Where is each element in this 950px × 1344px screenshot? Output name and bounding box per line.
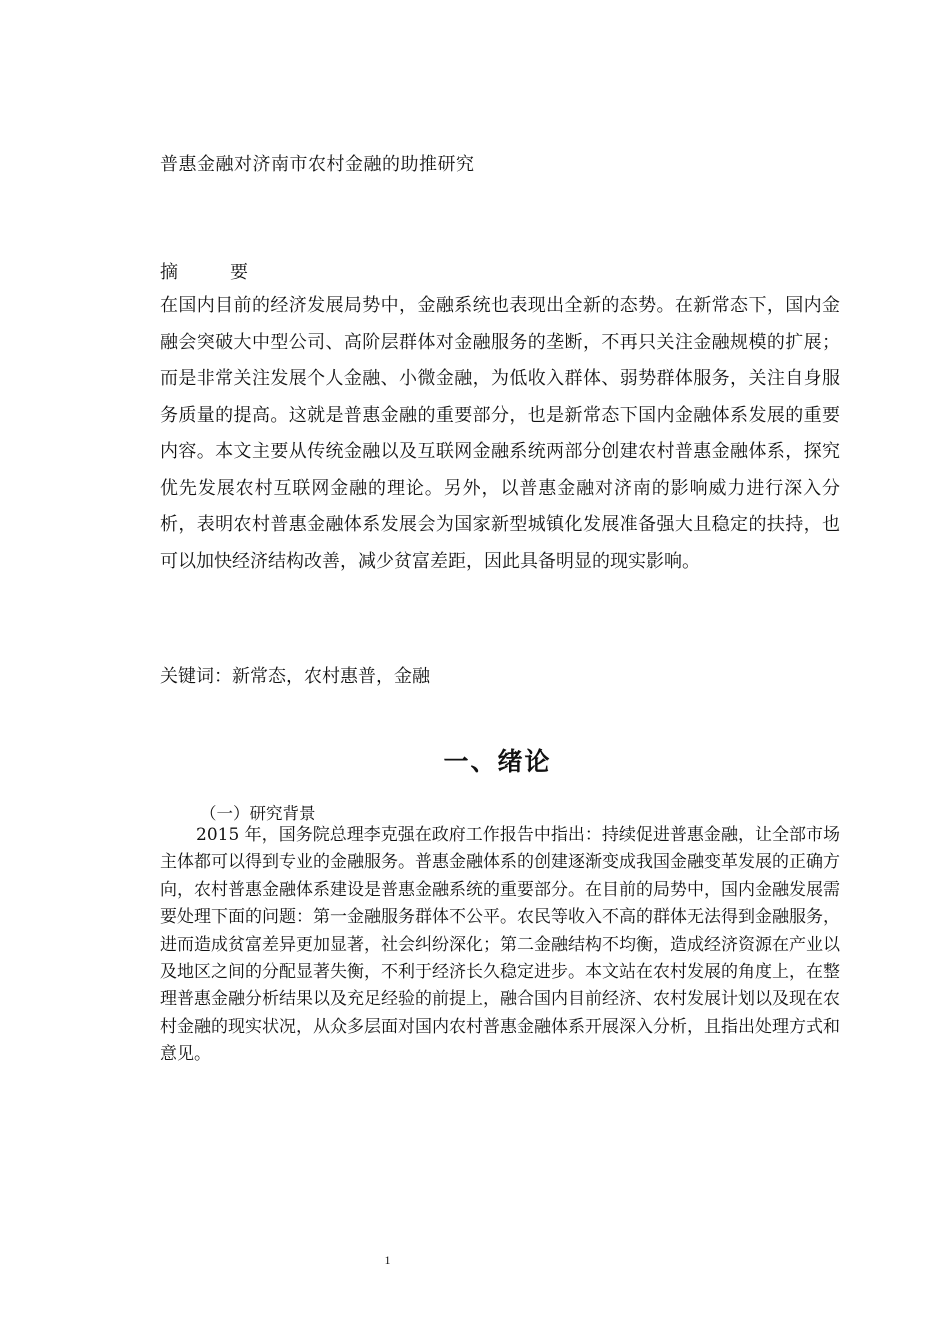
abstract-heading-left: 摘 xyxy=(160,262,178,283)
page-number: 1 xyxy=(384,1253,391,1267)
abstract-heading xyxy=(160,258,248,284)
document-title: 普惠金融对济南市农村金融的助推研究 xyxy=(160,154,475,175)
section-title: 一、绪论 xyxy=(443,747,552,776)
subsection-title: （一）研究背景 xyxy=(200,804,316,823)
section-body: 2015 年，国务院总理李克强在政府工作报告中指出：持续促进普惠金融，让全部市场主体都可以得到专业的金融服务。普惠金融体系的创建逐渐变成我国金融变革发展的正确方向，农村普惠金融体系建设是普惠金融系统的重要部分。在目前的局势中，国内金融发展需要处理下面的问题：第一金融服务群体不公平。农民等收入不高的群体无法得到金融服务，进而造成贫富差异更加显著，社会纠纷深化；第二金融结构不均衡，造成经济资源在产业以及地区之间的分配显著失衡，不利于经济长久稳定进步。本文站在农村发展的角度上，在整理普惠金融分析结果以及充足经验的前提上，融合国内目前经济、农村发展计划以及现在农村金融的现实状况，从众多层面对国内农村普惠金融体系开展深入分析，且指出处理方式和意见。 xyxy=(160,825,840,1065)
abstract-body: 在国内目前的经济发展局势中，金融系统也表现出全新的态势。在新常态下，国内金融会突破大中型公司、高阶层群体对金融服务的垄断，不再只关注金融规模的扩展；而是非常关注发展个人金融、小微金融，为低收入群体、弱势群体服务，关注自身服务质量的提高。这就是普惠金融的重要部分，也是新常态下国内金融体系发展的重要内容。本文主要从传统金融以及互联网金融系统两部分创建农村普惠金融体系，探究优先发展农村互联网金融的理论。另外，以普惠金融对济南的影响威力进行深入分析，表明农村普惠金融体系发展会为国家新型城镇化发展准备强大且稳定的扶持，也可以加快经济结构改善，减少贫富差距，因此具备明显的现实影响。 xyxy=(160,295,840,572)
keywords: 关键词：新常态，农村惠普，金融 xyxy=(160,666,430,687)
abstract-heading-right: 要 xyxy=(230,262,248,283)
